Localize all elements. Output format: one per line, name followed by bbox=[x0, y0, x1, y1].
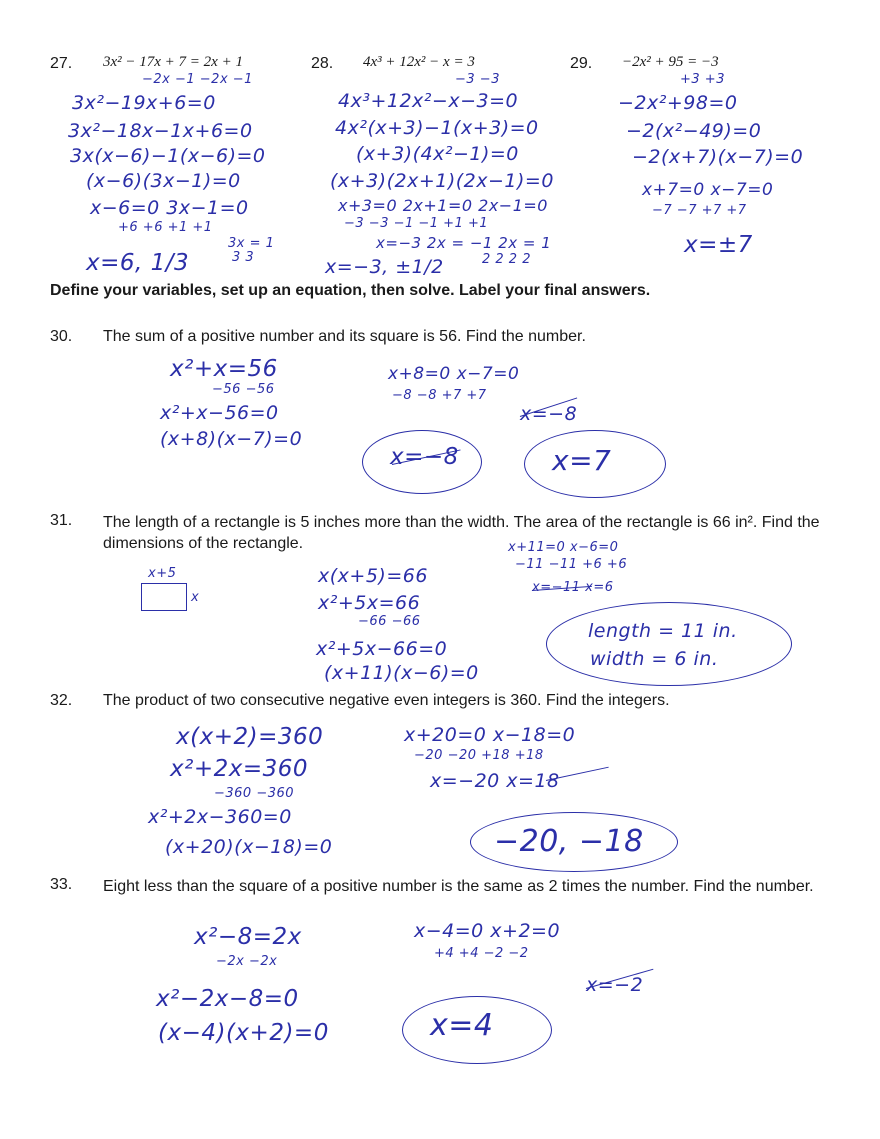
p31-answer-width: width = 6 in. bbox=[590, 648, 719, 670]
problem-29-number: 29. bbox=[570, 55, 593, 72]
work29-sub: +3 +3 bbox=[680, 72, 725, 87]
p31-answer-length: length = 11 in. bbox=[588, 620, 738, 642]
work28-line: (x+3)(4x²−1)=0 bbox=[356, 143, 519, 165]
work29-line: x+7=0 x−7=0 bbox=[642, 180, 774, 200]
p30-answer: x=7 bbox=[552, 444, 612, 477]
problem-28-equation: 4x³ + 12x² − x = 3 bbox=[363, 54, 475, 70]
p31-work-line: (x+11)(x−6)=0 bbox=[324, 662, 479, 684]
p30-rejected-answer: x=−8 bbox=[390, 444, 459, 470]
p33-work-line: x²−2x−8=0 bbox=[156, 986, 299, 1012]
p33-work-line: (x−4)(x+2)=0 bbox=[158, 1020, 329, 1046]
p31-rectangle-diagram bbox=[141, 583, 187, 611]
p32-side-line: x+20=0 x−18=0 bbox=[404, 724, 576, 746]
p32-side-line: x=−20 x=18 bbox=[430, 770, 560, 792]
problem-27-number: 27. bbox=[50, 55, 73, 72]
p32-answer: −20, −18 bbox=[494, 824, 644, 859]
problem-30-text: The sum of a positive number and its square is 56. Find the number. bbox=[103, 328, 586, 345]
p33-side-line: x−4=0 x+2=0 bbox=[414, 920, 561, 942]
work29-answer: x=±7 bbox=[684, 232, 753, 258]
work28-line: 4x²(x+3)−1(x+3)=0 bbox=[335, 117, 539, 139]
work29-line: −2(x²−49)=0 bbox=[626, 120, 762, 142]
p31-side-line: x+11=0 x−6=0 bbox=[508, 540, 619, 555]
p30-side-line: x+8=0 x−7=0 bbox=[388, 364, 520, 384]
p30-side-line: −8 −8 +7 +7 bbox=[392, 388, 487, 403]
p32-work-line: x²+2x=360 bbox=[170, 756, 309, 782]
problem-33-number: 33. bbox=[50, 876, 73, 893]
work28-sub: −3 −3 bbox=[455, 72, 500, 87]
p33-work-line: −2x −2x bbox=[216, 954, 278, 969]
p32-side-line: −20 −20 +18 +18 bbox=[414, 748, 544, 763]
work27-answer: x=6, 1/3 bbox=[86, 250, 190, 276]
problem-28-number: 28. bbox=[311, 55, 334, 72]
work27-sub: −2x −1 −2x −1 bbox=[142, 72, 253, 87]
p31-work-line: −66 −66 bbox=[358, 614, 421, 629]
p30-work-line: (x+8)(x−7)=0 bbox=[160, 428, 303, 450]
work28-line: 4x³+12x²−x−3=0 bbox=[338, 90, 519, 112]
p31-work-line: x(x+5)=66 bbox=[318, 565, 428, 587]
p33-side-line: +4 +4 −2 −2 bbox=[434, 946, 529, 961]
work27-line: 3x²−19x+6=0 bbox=[72, 92, 216, 114]
work27-line: 3x(x−6)−1(x−6)=0 bbox=[70, 145, 266, 167]
work27-line: +6 +6 +1 +1 bbox=[118, 220, 213, 235]
p31-side-line: −11 −11 +6 +6 bbox=[515, 557, 628, 572]
problem-31-text: The length of a rectangle is 5 inches more than the width. The area of the rectangle is 66 in². Find the dimensions of the rectangle. bbox=[103, 514, 820, 552]
p31-answer-circle bbox=[546, 602, 792, 686]
work27-line: 3 3 bbox=[232, 250, 255, 265]
p33-side-rejected: x=−2 bbox=[586, 974, 644, 996]
problem-29-equation: −2x² + 95 = −3 bbox=[622, 54, 719, 70]
work27-line: 3x²−18x−1x+6=0 bbox=[68, 120, 253, 142]
work28-line: x=−3 2x = −1 2x = 1 bbox=[376, 234, 552, 252]
problem-32-text: The product of two consecutive negative even integers is 360. Find the integers. bbox=[103, 692, 670, 709]
p30-work-line: x²+x−56=0 bbox=[160, 402, 279, 424]
work29-line: −2(x+7)(x−7)=0 bbox=[632, 146, 804, 168]
p31-work-line: x²+5x−66=0 bbox=[316, 638, 448, 660]
p30-side-rejected: x=−8 bbox=[520, 403, 578, 425]
p31-work-line: x²+5x=66 bbox=[318, 592, 421, 614]
p33-work-line: x²−8=2x bbox=[194, 924, 302, 950]
problem-32-number: 32. bbox=[50, 692, 73, 709]
problem-31-number: 31. bbox=[50, 512, 73, 529]
work29-line: −7 −7 +7 +7 bbox=[652, 203, 747, 218]
problem-27-equation: 3x² − 17x + 7 = 2x + 1 bbox=[103, 54, 243, 70]
p30-work-line: x²+x=56 bbox=[170, 356, 278, 382]
p32-work-line: −360 −360 bbox=[214, 786, 295, 801]
work28-line: −3 −3 −1 −1 +1 +1 bbox=[344, 216, 489, 231]
work28-answer: x=−3, ±1/2 bbox=[325, 256, 444, 278]
instruction-heading: Define your variables, set up an equation, then solve. Label your final answers. bbox=[50, 282, 651, 299]
p32-work-line: (x+20)(x−18)=0 bbox=[165, 836, 333, 858]
problem-33-text: Eight less than the square of a positive number is the same as 2 times the number. Find the number. bbox=[103, 878, 814, 895]
problem-30-number: 30. bbox=[50, 328, 73, 345]
work28-line: x+3=0 2x+1=0 2x−1=0 bbox=[338, 196, 548, 215]
work27-line: (x−6)(3x−1)=0 bbox=[86, 170, 241, 192]
p31-diagram-side-label: x bbox=[191, 590, 200, 605]
p32-work-line: x²+2x−360=0 bbox=[148, 806, 292, 828]
work27-line: x−6=0 3x−1=0 bbox=[90, 197, 249, 219]
work27-line: 3x = 1 bbox=[228, 236, 275, 251]
work28-line: 2 2 2 2 bbox=[482, 252, 531, 267]
p31-diagram-top-label: x+5 bbox=[148, 566, 177, 581]
work28-line: (x+3)(2x+1)(2x−1)=0 bbox=[330, 170, 554, 192]
work29-line: −2x²+98=0 bbox=[618, 92, 738, 114]
p33-answer: x=4 bbox=[430, 1008, 494, 1043]
p30-work-line: −56 −56 bbox=[212, 382, 275, 397]
p32-work-line: x(x+2)=360 bbox=[176, 724, 324, 750]
p31-side-line: x=−11 x=6 bbox=[532, 580, 614, 595]
